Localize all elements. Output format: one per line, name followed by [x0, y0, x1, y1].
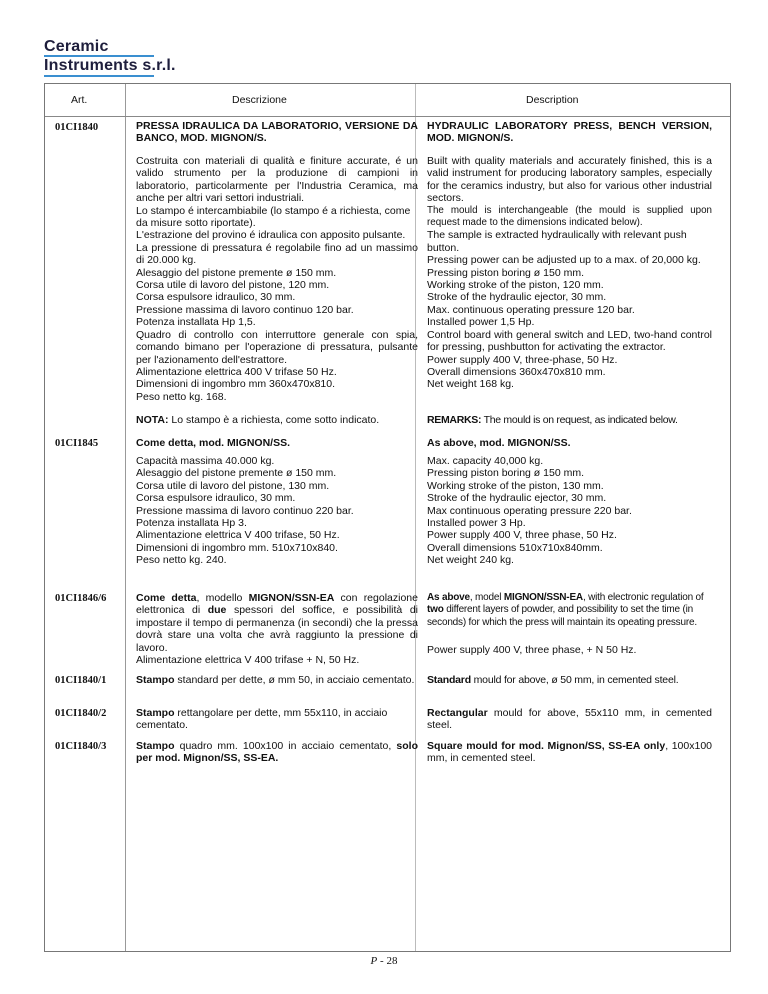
- body-en-1-p0: Built with quality materials and accurately finished, this is a valid instrument for producing laboratory samples, especially for the ceramics industry, but also for various other industrial sectors.: [427, 155, 712, 205]
- body-en-1-p1: The mould is interchangeable (the mould is supplied upon request made to the dimensions indicated below).: [427, 204, 712, 229]
- body-it-2-p0: Capacità massima 40.000 kg.: [136, 455, 275, 467]
- body-en-2-p0: Max. capacity 40,000 kg.: [427, 455, 544, 467]
- body-en-4-rest: mould for above, ø 50 mm, in cemented steel.: [470, 674, 679, 686]
- body-it-3-s2: , modello: [196, 592, 249, 604]
- column-divider-art: [125, 84, 126, 951]
- body-it-1-p4: Alesaggio del pistone premente ø 150 mm.: [136, 266, 337, 279]
- article-code-6: 01CI1840/3: [55, 741, 107, 752]
- logo-underline-2: [44, 75, 154, 77]
- body-en-1-p9: Control board with general switch and LED, two-hand control for pressing, pushbutton for activating the extractor.: [427, 328, 712, 354]
- page-number-value: - 28: [377, 955, 398, 967]
- body-en-1-p10: Power supply 400 V, three-phase, 50 Hz.: [427, 353, 618, 366]
- body-it-1-p2: L'estrazione del provino é idraulica con apposito pulsante.: [136, 229, 406, 242]
- body-en-2-p8: Net weight 240 kg.: [427, 554, 514, 567]
- body-en-1-p8: Installed power 1,5 Hp.: [427, 316, 535, 329]
- body-en-3-s2: , model: [469, 592, 504, 603]
- body-en-3: [427, 592, 712, 629]
- body-it-4-bold: Stampo: [136, 674, 175, 686]
- body-en-2-p1: Pressing piston boring ø 150 mm.: [427, 467, 584, 480]
- body-it-3-s4: con regolazione elettronica di: [136, 592, 418, 617]
- body-en-6-bold: Square mould for mod. Mignon/SS, SS-EA only: [427, 740, 666, 752]
- note-it: [136, 414, 418, 426]
- body-en-6-rest: , 100x100 mm, in cemented steel.: [427, 740, 713, 765]
- body-it-4-rest: standard per dette, ø mm 50, in acciaio cementato.: [174, 674, 415, 686]
- note-en-text: The mould is on request, as indicated below.: [481, 414, 678, 426]
- body-it-1-p3: La pressione di pressatura é regolabile fino ad un massimo di 20.000 kg.: [136, 241, 418, 267]
- header-art: Art.: [71, 94, 88, 106]
- body-en-1-p11: Overall dimensions 360x470x810 mm.: [427, 365, 606, 378]
- body-it-1-p11: Dimensioni di ingombro mm 360x470x810.: [136, 378, 336, 391]
- body-it-1: [136, 155, 418, 403]
- article-code-4: 01CI1840/1: [55, 675, 107, 686]
- body-it-1-p7: Pressione massima di lavoro continuo 120 bar.: [136, 303, 354, 316]
- body-en-4-bold: Standard: [427, 674, 471, 686]
- body-it-1-p9: Quadro di controllo con interruttore generale con spia, comando bimano per l'operazione di pressatura, pulsante per l'azionamento dell'estrattore.: [136, 328, 418, 366]
- body-en-3-power: Power supply 400 V, three phase, + N 50 Hz.: [427, 644, 637, 656]
- body-it-5-bold: Stampo: [136, 707, 175, 719]
- body-en-1-p6: Stroke of the hydraulic ejector, 30 mm.: [427, 291, 607, 304]
- body-en-3-s5: two: [427, 604, 444, 616]
- company-logo: [44, 38, 204, 82]
- body-en-4: [427, 674, 712, 686]
- body-it-1-p6: Corsa espulsore idraulico, 30 mm.: [136, 291, 296, 304]
- body-it-3-s1: Come detta: [136, 592, 197, 604]
- body-en-3-s3: MIGNON/SSN-EA: [503, 592, 583, 603]
- body-it-2-p8: Peso netto kg. 240.: [136, 554, 227, 567]
- body-en-3-s4: , with electronic regulation of: [582, 592, 704, 603]
- body-en-1-p7: Max. continuous operating pressure 120 bar.: [427, 303, 635, 316]
- body-en-2-p2: Working stroke of the piston, 130 mm.: [427, 479, 604, 492]
- header-descrizione: Descrizione: [232, 94, 287, 106]
- body-it-2-p7: Dimensioni di ingombro mm. 510x710x840.: [136, 541, 338, 554]
- body-en-2-p4: Max continuous operating pressure 220 bar.: [427, 504, 632, 517]
- note-en: [427, 414, 712, 426]
- article-code-1: 01CI1840: [55, 122, 99, 133]
- body-en-2-p5: Installed power 3 Hp.: [427, 517, 526, 530]
- body-it-1-p0: Costruita con materiali di qualità e finiture accurate, é un valido strumento per la produzione di campioni in laboratorio, particolarmente per l'Industria Ceramica, ma anche per altri vari settori industriali.: [136, 155, 418, 205]
- body-it-2: [136, 455, 418, 567]
- page-number: [0, 955, 768, 967]
- body-it-2-p2: Corsa utile di lavoro del pistone, 130 mm.: [136, 479, 330, 492]
- article-code-5: 01CI1840/2: [55, 708, 107, 719]
- body-it-6: [136, 740, 418, 765]
- body-en-6: [427, 740, 712, 765]
- body-en-2: [427, 455, 712, 567]
- body-it-2-p6: Alimentazione elettrica V 400 trifase, 50 Hz.: [136, 529, 340, 542]
- body-en-1-p4: Pressing piston boring ø 150 mm.: [427, 266, 584, 279]
- page-prefix: P: [370, 955, 378, 967]
- header-divider: [45, 116, 730, 117]
- body-en-1-p2: The sample is extracted hydraulically with relevant push button.: [427, 229, 687, 254]
- body-it-1-p12: Peso netto kg. 168.: [136, 390, 227, 403]
- body-it-6-bold2: solo per mod. Mignon/SS, SS-EA.: [136, 740, 418, 765]
- body-en-5-rest: mould for above, 55x110 mm, in cemented steel.: [427, 707, 712, 732]
- note-it-text: Lo stampo è a richiesta, come sotto indicato.: [168, 414, 380, 426]
- body-en-1-p5: Working stroke of the piston, 120 mm.: [427, 279, 604, 292]
- body-it-6-rest: quadro mm. 100x100 in acciaio cementato,: [174, 740, 397, 752]
- body-it-5: [136, 707, 418, 732]
- header-description: Description: [526, 94, 579, 106]
- body-it-3-s5: due: [207, 604, 227, 617]
- body-en-1-p3: Pressing power can be adjusted up to a max. of 20,000 kg.: [427, 254, 701, 267]
- article-code-2: 01CI1845: [55, 438, 99, 449]
- body-en-2-p6: Power supply 400 V, three phase, 50 Hz.: [427, 529, 617, 542]
- body-it-3: [136, 592, 418, 666]
- body-it-2-p3: Corsa espulsore idraulico, 30 mm.: [136, 492, 296, 505]
- body-en-2-p7: Overall dimensions 510x710x840mm.: [427, 541, 603, 554]
- body-it-1-p8: Potenza installata Hp 1,5.: [136, 316, 256, 329]
- body-it-5-rest: rettangolare per dette, mm 55x110, in acciaio cementato.: [136, 707, 388, 732]
- body-en-2-p3: Stroke of the hydraulic ejector, 30 mm.: [427, 492, 607, 505]
- body-it-3-s6: spessori del soffice, e possibilità di impostare il tempo di permanenza (in secondi) che la pressa dovrà stare una volta che avrà raggiunto la pressione di lavoro.: [136, 604, 418, 654]
- body-it-6-bold: Stampo: [136, 740, 175, 752]
- logo-line-1: Ceramic: [44, 38, 109, 55]
- title-it-1: PRESSA IDRAULICA DA LABORATORIO, VERSIONE DA BANCO, MOD. MIGNON/S.: [136, 120, 418, 145]
- article-code-3: 01CI1846/6: [55, 593, 107, 604]
- body-it-1-p10: Alimentazione elettrica 400 V trifase 50 Hz.: [136, 365, 337, 378]
- title-it-2: Come detta, mod. MIGNON/SS.: [136, 437, 291, 449]
- logo-line-2: Instruments s.r.l.: [44, 57, 176, 74]
- body-en-5-bold: Rectangular: [427, 707, 488, 719]
- body-it-2-p4: Pressione massima di lavoro continuo 220 bar.: [136, 504, 354, 517]
- title-en-1: HYDRAULIC LABORATORY PRESS, BENCH VERSION, MOD. MIGNON/S.: [427, 120, 712, 145]
- body-en-5: [427, 707, 712, 732]
- catalog-table: [44, 83, 731, 952]
- body-it-3-s3: MIGNON/SSN-EA: [248, 592, 335, 604]
- body-en-3-s6: different layers of powder, and possibility to set the time (in seconds) for which the press will maintain its opeating pressure.: [427, 604, 697, 628]
- body-it-1-p5: Corsa utile di lavoro del pistone, 120 mm.: [136, 279, 330, 292]
- body-it-2-p1: Alesaggio del pistone premente ø 150 mm.: [136, 467, 337, 480]
- body-it-4: [136, 674, 418, 686]
- body-it-2-p5: Potenza installata Hp 3.: [136, 517, 247, 530]
- note-it-label: NOTA:: [136, 414, 169, 426]
- body-it-3-power: Alimentazione elettrica V 400 trifase + N, 50 Hz.: [136, 654, 360, 667]
- body-en-1-p12: Net weight 168 kg.: [427, 378, 514, 391]
- body-en-3-s1: As above: [427, 592, 470, 603]
- title-en-2: As above, mod. MIGNON/SS.: [427, 437, 571, 449]
- body-en-1: [427, 155, 712, 391]
- body-it-1-p1: Lo stampo é intercambiabile (lo stampo é a richiesta, come da misure sotto riportate).: [136, 204, 411, 230]
- note-en-label: REMARKS:: [427, 414, 482, 426]
